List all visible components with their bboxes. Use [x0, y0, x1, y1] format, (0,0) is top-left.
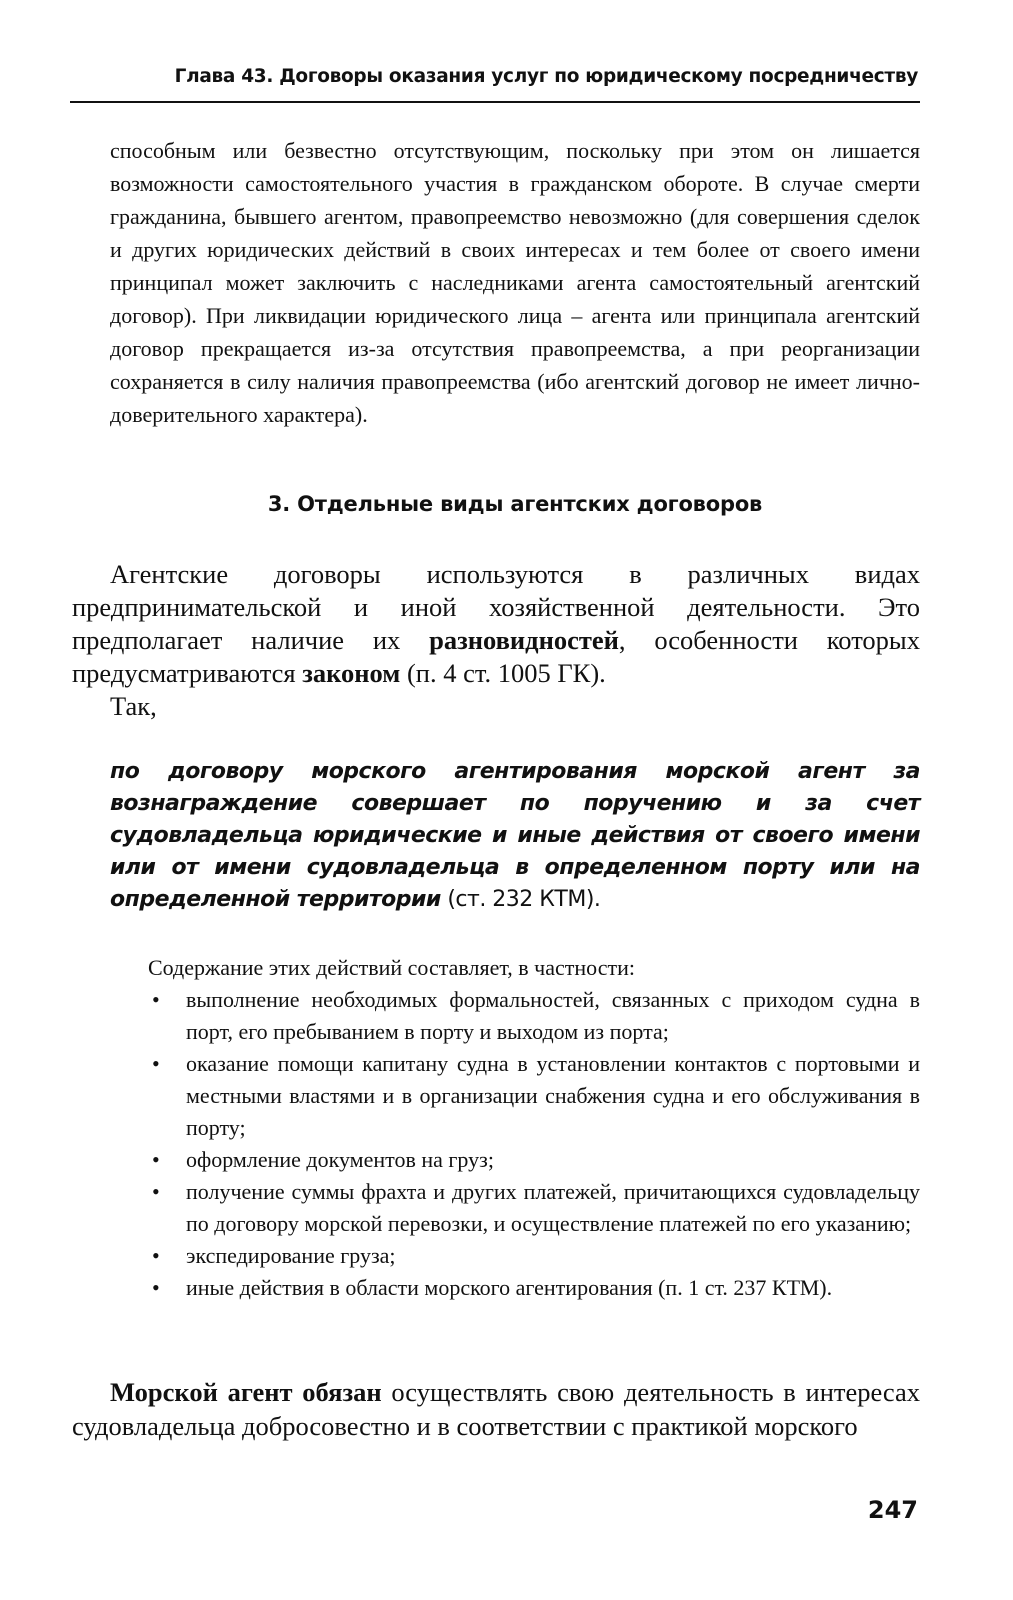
closing-paragraph	[72, 1375, 920, 1443]
continued-paragraph: способным или безвестно отсутствующим, поскольку при этом он лишается возможности самостоятельного участия в гражданском обороте. В случае смерти гражданина, бывшего агентом, правопреемство невозможно (для совершения сделок и других юридических действий в своих интересах и тем более от своего имени принципал может заключить с наследниками агента самостоятельный агентский договор). При ликвидации юридического лица – агента или принципала агентский договор прекращается из-за отсутствия правопреемства, а при реорганизации сохраняется в силу наличия правопреемства (ибо агентский договор не имеет лично-доверительного характера).	[110, 138, 920, 427]
list-item-text: оформление документов на груз;	[186, 1147, 494, 1172]
definition-text: по договору морского агентирования морской агент за вознаграждение совершает по поручению и за счет судовладельца юридические и иные действия от своего имени или от имени судовладельца в определенном порту или на определенной территории	[110, 759, 920, 912]
list-item-text: экспедирование груза;	[186, 1243, 396, 1268]
intro-text-1: Агентские договоры используются в различных видах предпринимательской и иной хозяйственной деятельности. Это предполагает наличие их	[72, 559, 920, 655]
list-item	[148, 1176, 920, 1240]
bullet-icon: •	[152, 987, 160, 1012]
bullet-icon: •	[152, 1179, 160, 1204]
definition-reference: (ст. 232 КТМ).	[440, 887, 601, 912]
list-item	[148, 984, 920, 1048]
list-item	[148, 1048, 920, 1144]
bullet-icon: •	[152, 1275, 160, 1300]
list-item-text: иные действия в области морского агентирования (п. 1 ст. 237 КТМ).	[186, 1275, 833, 1300]
intro-text-3: (п. 4 ст. 1005 ГК).	[400, 658, 606, 688]
list-item	[148, 1272, 920, 1304]
page-number: 247	[867, 1496, 918, 1524]
bullet-icon: •	[152, 1243, 160, 1268]
list-item-text: выполнение необходимых формальностей, связанных с приходом судна в порт, его пребыванием в порту и выходом из порта;	[186, 987, 920, 1044]
intro-bold-term-2: законом	[302, 658, 401, 688]
closing-text: осуществлять свою деятельность в интересах судовладельца добросовестно и в соответствии с практикой морского	[72, 1377, 920, 1441]
list-intro: Содержание этих действий составляет, в частности:	[148, 955, 635, 980]
header-divider	[70, 101, 920, 103]
intro-paragraph	[72, 558, 920, 690]
running-header: Глава 43. Договоры оказания услуг по юридическому посредничеству	[174, 66, 918, 87]
closing-bold-lead: Морской агент обязан	[110, 1377, 382, 1407]
tak-line: Так,	[110, 691, 157, 721]
section-heading: 3. Отдельные виды агентских договоров	[267, 492, 763, 516]
list-item-text: оказание помощи капитану судна в установлении контактов с портовыми и местными властями и в организации снабжения судна и его обслуживания в порту;	[186, 1051, 920, 1140]
list-item	[148, 1240, 920, 1272]
list-item	[148, 1144, 920, 1176]
list-item-text: получение суммы фрахта и других платежей, причитающихся судовладельцу по договору морской перевозки, и осуществление платежей по его указанию;	[186, 1179, 920, 1236]
intro-bold-term-1: разновидностей	[429, 625, 619, 655]
bullet-list	[148, 984, 920, 1304]
bullet-icon: •	[152, 1147, 160, 1172]
bullet-icon: •	[152, 1051, 160, 1076]
intro-text-2: , особенности которых предусматриваются	[72, 625, 920, 688]
definition-block	[110, 756, 920, 916]
